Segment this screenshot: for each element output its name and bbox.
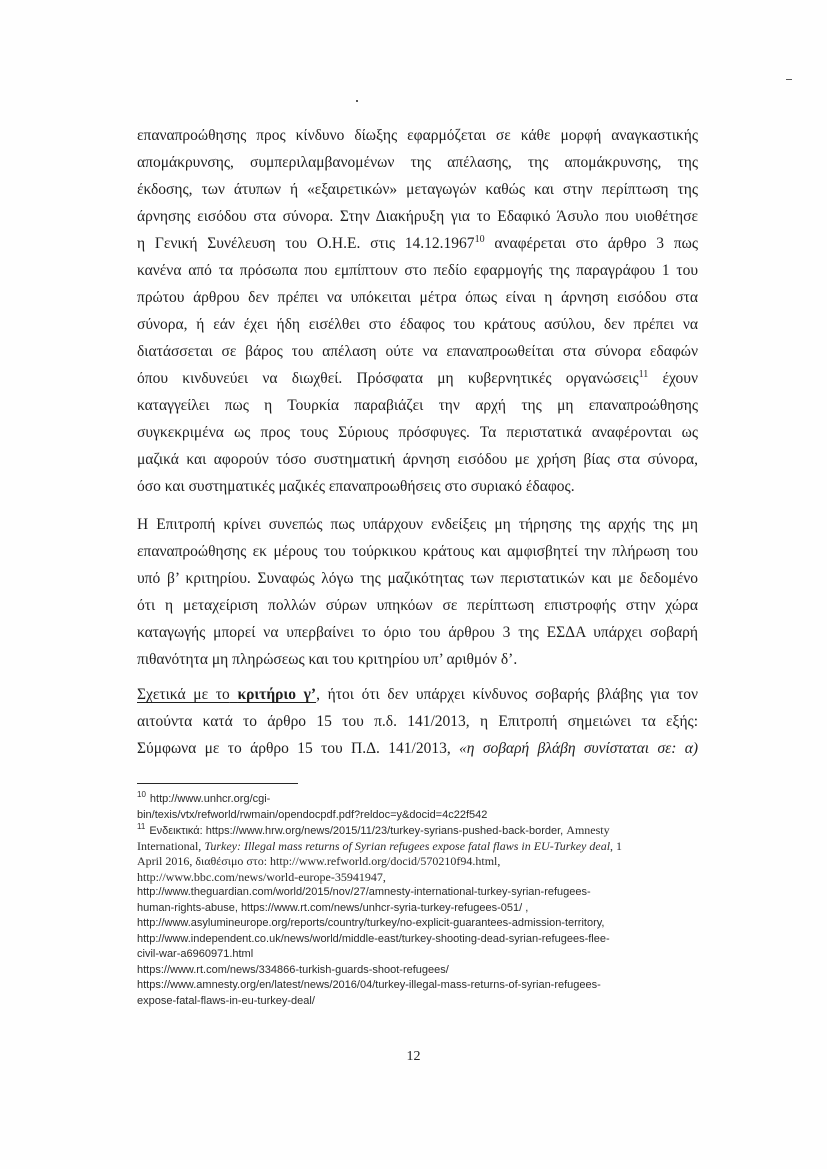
footnote-text: April 2016, διαθέσιμο στο: [137, 854, 271, 868]
footnote-line: bin/texis/vtx/refworld/rwmain/opendocpdf.pdf?reldoc=y&docid=4c22f542 [137, 808, 488, 821]
footnote-line [137, 854, 737, 870]
footnote-text: International, [137, 838, 205, 853]
criterion-heading [137, 686, 316, 703]
text-line: καταγγείλει πως η Τουρκία παραβιάζει την αρχή της μη επαναπροώθησης [137, 397, 698, 414]
footnote-line [137, 839, 737, 855]
text-line [137, 365, 698, 392]
footnote-url: human-rights-abuse, https://www.rt.com/news/unhcr-syria-turkey-refugees-051/ , [137, 901, 529, 914]
scan-speck [786, 79, 792, 80]
scan-speck [356, 100, 358, 102]
footnote-text: Amnesty [566, 823, 610, 837]
text-line: πρώτου άρθρου δεν πρέπει να υπόκειται μέτρα όπως είναι η άρνηση εισόδου στα [137, 289, 698, 306]
footnote-ref-11: 11 [638, 369, 649, 380]
paragraph-2 [137, 511, 698, 673]
text-line [137, 735, 698, 762]
footnote-11 [137, 823, 737, 839]
footnote-url: http://www.theguardian.com/world/2015/nov/27/amnesty-international-turkey-syrian-refugees- [137, 886, 591, 898]
text-line: μαζικά και αφορούν τόσο συστηματική άρνηση εισόδου με χρήση βίας στα σύνορα, [137, 451, 698, 468]
text-line: Η Επιτροπή κρίνει συνεπώς πως υπάρχουν ενδείξεις μη τήρησης της αρχής της μη [137, 516, 698, 533]
line-text: , ήτοι ότι δεν υπάρχει κίνδυνος σοβαρής βλάβης για τον [316, 686, 699, 703]
footnote-url: http://www.asylumineurope.org/reports/country/turkey/no-explicit-guarantees-admission-territory, [137, 917, 605, 929]
paragraph-1 [137, 122, 698, 500]
cited-title: Turkey: Illegal mass returns of Syrian refugees expose fatal flaws in EU-Turkey deal [204, 838, 611, 853]
footnote-url: expose-fatal-flaws-in-eu-turkey-deal/ [137, 994, 315, 1007]
text-line: διατάσσεται σε βάρος του απέλαση ούτε να επαναπροωθείται στα σύνορα εδαφών [137, 343, 698, 360]
text-line: σύνορα, ή εάν έχει ήδη εισέλθει στο έδαφος του κράτους ασύλου, δεν πρέπει να [137, 316, 698, 333]
text-line: άρνησης εισόδου στα σύνορα. Στην Διακήρυξη για το Εδαφικό Άσυλο που υιοθέτησε [137, 208, 698, 225]
line-text: έχουν [648, 370, 698, 387]
text-line [137, 230, 698, 257]
heading-text: Σχετικά με το [137, 686, 230, 703]
page-number: 12 [406, 1049, 421, 1064]
text-line: υπό β’ κριτηρίου. Συναφώς λόγω της μαζικότητας των περιστατικών και με δεδομένο [137, 570, 698, 587]
line-text: Σύμφωνα με το άρθρο 15 του Π.Δ. 141/2013, [137, 740, 460, 757]
footnote-url: civil-war-a6960971.html [137, 948, 254, 960]
footnote-text: Ενδεικτικά: https://www.hrw.org/news/2015/11/23/turkey-syrians-pushed-back-border, [149, 825, 567, 837]
footnote-text: , 1 [610, 838, 623, 853]
footnote-ref-10: 10 [474, 234, 485, 245]
text-line [137, 681, 698, 708]
text-line: πιθανότητα μη πληρώσεως και του κριτηρίου υπ’ αριθμόν δ’. [137, 651, 518, 668]
line-text: αναφέρεται στο άρθρο 3 πως [484, 235, 698, 252]
footnote-text: http://www.unhcr.org/cgi- [149, 793, 271, 805]
quoted-text: «η σοβαρή βλάβη συνίσταται σε: α) [459, 740, 698, 757]
heading-criterion: κριτήριο γ’ [237, 686, 317, 703]
text-line: έκδοσης, των άτυπων ή «εξαιρετικών» μεταγωγών καθώς και στην περίπτωση της [137, 181, 698, 198]
footnotes [137, 792, 737, 1009]
footnote-10 [137, 792, 737, 808]
line-text: όπου κινδυνεύει να διωχθεί. Πρόσφατα μη κυβερνητικές οργανώσεις [137, 370, 639, 387]
footnote-url: http://www.bbc.com/news/world-europe-35941947, [137, 869, 386, 884]
footnote-url: http://www.refworld.org/docid/570210f94.html, [270, 854, 501, 868]
text-line: ότι η μεταχείριση πολλών σύρων υπηκόων σε περίπτωση επιστροφής στην χώρα [137, 597, 698, 614]
text-line: επαναπροώθησης εκ μέρους του τούρκικου κράτους και αμφισβητεί την πλήρωση του [137, 543, 698, 560]
footnote-separator [137, 783, 298, 784]
footnote-mark: 11 [137, 822, 146, 831]
text-line: αιτούντα κατά το άρθρο 15 του π.δ. 141/2013, η Επιτροπή σημειώνει τα εξής: [137, 713, 698, 730]
footnote-url: http://www.independent.co.uk/news/world/middle-east/turkey-shooting-dead-syrian-refugees-flee- [137, 932, 610, 945]
paragraph-3 [137, 681, 698, 762]
text-line: απομάκρυνσης, συμπεριλαμβανομένων της απέλασης, της απομάκρυνσης, της [137, 154, 698, 171]
text-line: κανένα από τα πρόσωπα που εμπίπτουν στο πεδίο εφαρμογής της παραγράφου 1 του [137, 262, 698, 279]
footnote-mark: 10 [137, 790, 146, 799]
text-line: καταγωγής μπορεί να υπερβαίνει το όριο του άρθρου 3 της ΕΣΔΑ υπάρχει σοβαρή [137, 624, 698, 641]
text-line: όσο και συστηματικές μαζικές επαναπροωθήσεις στο συριακό έδαφος. [137, 478, 575, 495]
footnote-url: https://www.amnesty.org/en/latest/news/2016/04/turkey-illegal-mass-returns-of-syrian-refugees- [137, 979, 601, 991]
line-text: η Γενική Συνέλευση του Ο.Η.Ε. στις 14.12.1967 [137, 235, 475, 252]
footnote-url: https://www.rt.com/news/334866-turkish-guards-shoot-refugees/ [137, 963, 449, 976]
text-line: επαναπροώθησης προς κίνδυνο δίωξης εφαρμόζεται σε κάθε μορφή αναγκαστικής [137, 127, 698, 144]
text-line: συγκεκριμένα ως προς τους Σύριους πρόσφυγες. Τα περιστατικά αναφέρονται ως [137, 424, 698, 441]
